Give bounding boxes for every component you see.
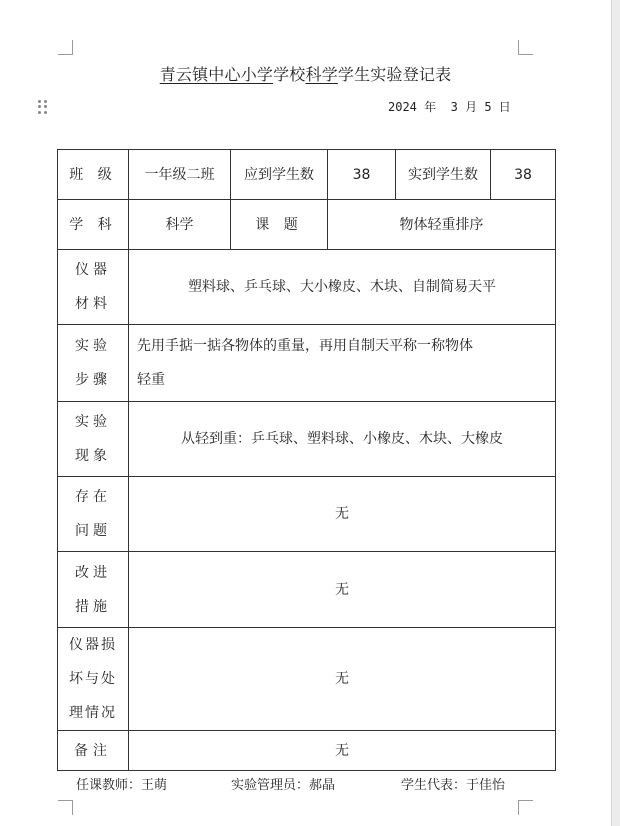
title-school-suffix: 学校: [273, 65, 306, 84]
remarks-label: 备注: [58, 731, 129, 771]
phenomenon-label-line: 实验: [75, 414, 111, 430]
crop-mark-top-left: [58, 40, 73, 55]
title-suffix: 学生实验登记表: [337, 65, 452, 84]
steps-label-line: 步骤: [75, 372, 111, 388]
topic-label: 课 题: [231, 200, 328, 250]
date-month-unit: 月: [465, 100, 478, 114]
subject-label: 学 科: [58, 200, 129, 250]
steps-value[interactable]: [129, 325, 556, 402]
actual-students-value[interactable]: 38: [491, 150, 556, 200]
date-year: 2024: [388, 100, 417, 114]
table-row: [58, 200, 556, 250]
actual-students-label: 实到学生数: [396, 150, 491, 200]
crop-mark-bottom-left: [58, 800, 73, 815]
class-label: 班 级: [58, 150, 129, 200]
damage-label: [58, 628, 129, 731]
steps-value-line: 轻重: [137, 372, 165, 388]
steps-value-line: 先用手掂一掂各物体的重量，再用自制天平称一称物体: [137, 338, 473, 354]
lab-manager-signature: 实验管理员：郝晶: [231, 778, 336, 793]
phenomenon-label-line: 现象: [75, 448, 111, 464]
damage-label-line: 坏与处: [69, 671, 117, 687]
table-row: [58, 731, 556, 771]
damage-label-line: 理情况: [69, 705, 117, 721]
improvement-label-line: 措施: [75, 598, 111, 615]
expected-students-value[interactable]: 38: [328, 150, 396, 200]
table-drag-handle-icon[interactable]: [38, 100, 48, 114]
table-row: [58, 628, 556, 731]
signature-footer: [76, 774, 505, 793]
damage-label-line: 仪器损: [69, 637, 117, 653]
vertical-scrollbar[interactable]: [611, 0, 620, 826]
document-title: [0, 62, 611, 85]
problems-label-line: 问题: [75, 523, 111, 539]
table-row: [58, 325, 556, 402]
table-row: [58, 150, 556, 200]
materials-label: [58, 250, 129, 325]
steps-label: [58, 325, 129, 402]
record-date: [388, 98, 511, 115]
title-school: 青云镇中心小学: [159, 65, 274, 84]
remarks-value[interactable]: 无: [129, 731, 556, 771]
subject-value[interactable]: 科学: [129, 200, 231, 250]
steps-label-line: 实验: [75, 338, 111, 354]
improvement-value[interactable]: 无: [129, 552, 556, 628]
problems-label: [58, 477, 129, 552]
table-row: [58, 250, 556, 325]
student-rep-signature: 学生代表：于佳怡: [401, 778, 506, 793]
table-row: [58, 477, 556, 552]
teacher-signature: 任课教师：王萌: [76, 778, 168, 793]
improvement-label: [58, 552, 129, 628]
date-day: 5: [484, 100, 492, 114]
crop-mark-top-right: [518, 40, 533, 55]
improvement-label-line: 改进: [75, 564, 111, 581]
phenomenon-value[interactable]: 从轻到重：乒乓球、塑料球、小橡皮、木块、大橡皮: [129, 402, 556, 477]
date-year-unit: 年: [424, 100, 437, 114]
problems-label-line: 存在: [75, 489, 111, 505]
crop-mark-bottom-right: [518, 800, 533, 815]
table-row: [58, 552, 556, 628]
date-month: 3: [450, 100, 458, 114]
class-value[interactable]: 一年级二班: [129, 150, 231, 200]
table-row: [58, 402, 556, 477]
expected-students-label: 应到学生数: [231, 150, 328, 200]
materials-value[interactable]: 塑料球、乒乓球、大小橡皮、木块、自制简易天平: [129, 250, 556, 325]
experiment-record-table: [57, 149, 556, 771]
damage-value[interactable]: 无: [129, 628, 556, 731]
title-subject: 科学: [305, 65, 338, 84]
problems-value[interactable]: 无: [129, 477, 556, 552]
materials-label-line: 仪器: [75, 262, 111, 278]
materials-label-line: 材料: [75, 296, 111, 312]
date-day-unit: 日: [498, 100, 511, 114]
phenomenon-label: [58, 402, 129, 477]
topic-value[interactable]: 物体轻重排序: [328, 200, 556, 250]
